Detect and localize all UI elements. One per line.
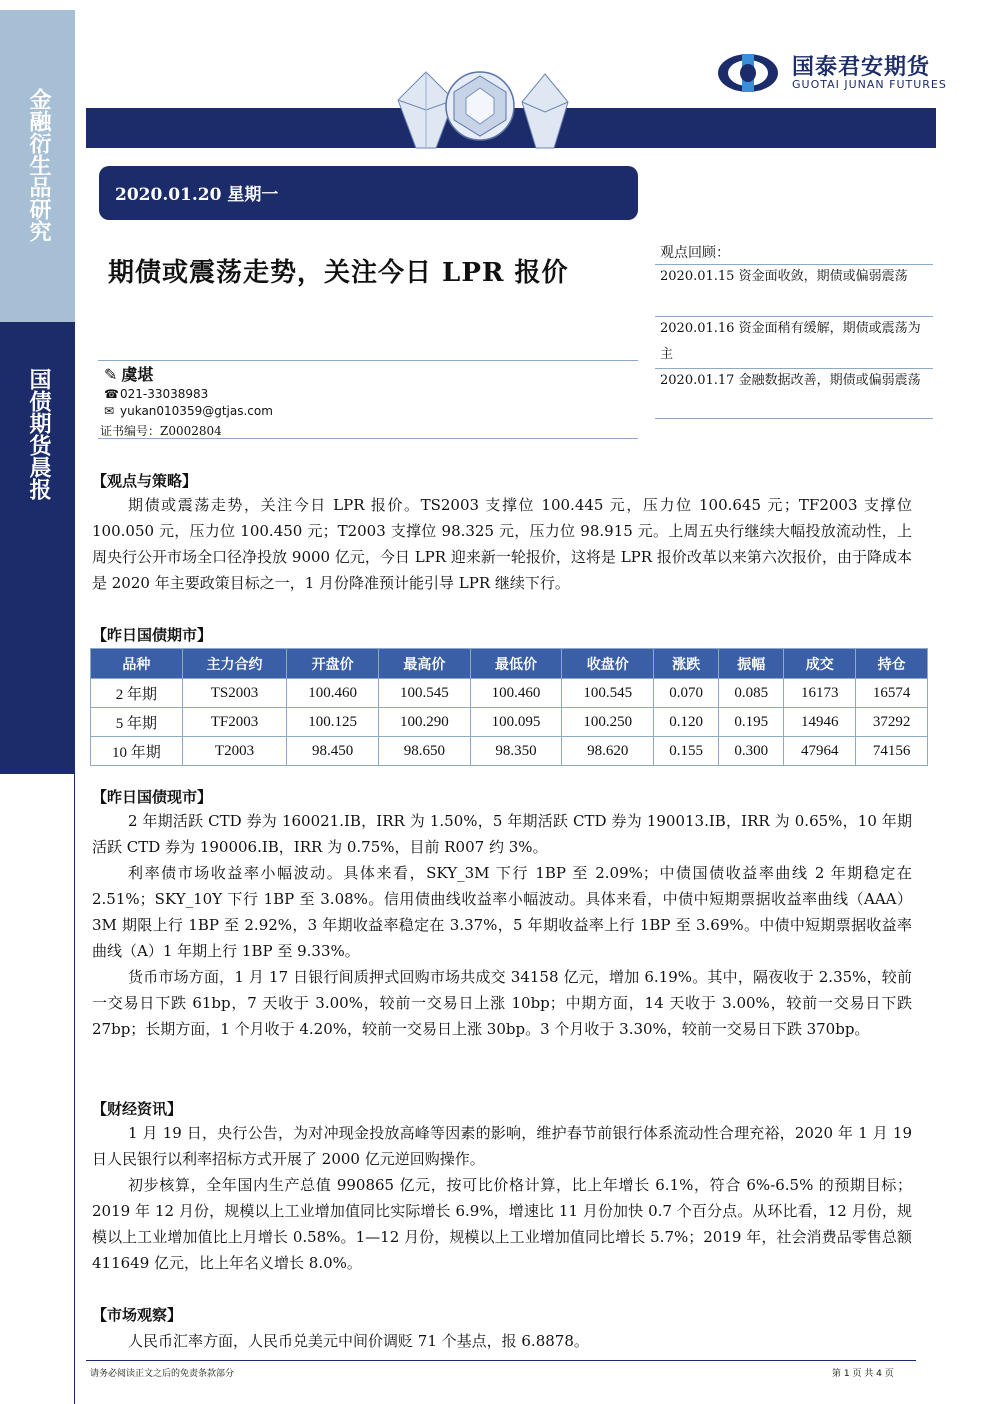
author-divider: [98, 360, 638, 361]
table-cell: 47964: [784, 737, 856, 766]
section-title-spot: 【昨日国债现市】: [92, 788, 213, 806]
review-item: 2020.01.15 资金面收敛，期债或偏弱震荡: [660, 269, 908, 284]
table-cell: 2 年期: [91, 679, 183, 708]
table-cell: 100.250: [562, 708, 654, 737]
author-name: 虞堪: [121, 365, 154, 384]
column-header: 品种: [91, 649, 183, 679]
author-phone: 021-33038983: [120, 387, 209, 401]
table-cell: 100.125: [287, 708, 379, 737]
author-cert: 证书编号：Z0002804: [100, 424, 222, 438]
table-cell: 100.095: [470, 708, 562, 737]
futures-table: [90, 648, 928, 766]
report-date: 2020.01.20 星期一: [115, 185, 279, 205]
section-title-market: 【市场观察】: [92, 1306, 183, 1324]
footer-page-number: 第 1 页 共 4 页: [832, 1369, 894, 1379]
table-cell: 5 年期: [91, 708, 183, 737]
report-title: 期债或震荡走势，关注今日 LPR 报价: [108, 258, 569, 288]
company-logo-icon: [716, 52, 780, 94]
market-paragraph: 人民币汇率方面，人民币兑美元中间价调贬 71 个基点，报 6.8878。: [128, 1332, 589, 1350]
column-header: 最低价: [470, 649, 562, 679]
table-cell: 0.195: [719, 708, 784, 737]
sidebar-bottom-panel: [0, 322, 75, 774]
column-header: 振幅: [719, 649, 784, 679]
table-cell: 0.155: [654, 737, 719, 766]
diamond-center-icon: [440, 70, 520, 142]
spot-paragraph: 2 年期活跃 CTD 券为 160021.IB，IRR 为 1.50%，5 年期活跃 CTD 券为 190013.IB，IRR 为 0.65%，10 年期活跃 CTD 券为 190006.IB，IRR 为 0.75%，目前 R007 约 3%。: [92, 812, 912, 856]
strategy-paragraph: 期债或震荡走势，关注今日 LPR 报价。TS2003 支撑位 100.445 元，压力位 100.645 元；TF2003 支撑位 100.050 元，压力位 100.450 元；T2003 支撑位 98.325 元，压力位 98.915 元。上周五央行继续大幅投放流动性，上周央行公开市场全口径净投放 9000 亿元，今日 LPR 迎来新一轮报价，这将是 LPR 报价改革以来第六次报价，由于降成本是 2020 年主要政策目标之一，1 月份降准预计能引导 LPR 继续下行。: [92, 496, 912, 592]
table-cell: 0.070: [654, 679, 719, 708]
column-header: 持仓: [856, 649, 928, 679]
sidebar-divider: [74, 774, 75, 1404]
column-header: 收盘价: [562, 649, 654, 679]
table-cell: 100.290: [379, 708, 471, 737]
table-cell: T2003: [182, 737, 287, 766]
section-title-news: 【财经资讯】: [92, 1100, 183, 1118]
table-cell: 98.350: [470, 737, 562, 766]
table-cell: 98.620: [562, 737, 654, 766]
table-cell: 37292: [856, 708, 928, 737]
column-header: 开盘价: [287, 649, 379, 679]
author-email-row: [104, 404, 273, 418]
table-cell: 10 年期: [91, 737, 183, 766]
diamond-right-icon: [520, 70, 570, 150]
news-paragraph: 1 月 19 日，央行公告，为对冲现金投放高峰等因素的影响，维护春节前银行体系流动性合理充裕，2020 年 1 月 19 日人民银行以利率招标方式开展了 2000 亿元逆回购操作。: [92, 1124, 912, 1168]
company-name-cn: 国泰君安期货: [792, 55, 931, 80]
table-cell: 16173: [784, 679, 856, 708]
table-cell: 100.460: [287, 679, 379, 708]
table-header-row: [91, 649, 928, 679]
column-header: 最高价: [379, 649, 471, 679]
table-cell: TF2003: [182, 708, 287, 737]
footer-divider: [86, 1360, 916, 1361]
review-divider: [655, 418, 933, 419]
column-header: 涨跌: [654, 649, 719, 679]
table-cell: 74156: [856, 737, 928, 766]
review-heading: 观点回顾：: [660, 245, 730, 261]
spot-paragraph: 利率债市场收益率小幅波动。具体来看，SKY_3M 下行 1BP 至 2.09%；中债国债收益率曲线 2 年期稳定在 2.51%；SKY_10Y 下行 1BP 至 3.08%。信用债曲线收益率小幅波动。具体来看，中债中短期票据收益率曲线（AAA）3M 期限上行 1BP 至 2.92%，3 年期收益率稳定在 3.37%，5 年期收益率上行 1BP 至 3.69%。中债中短期票据收益率曲线（A）1 年期上行 1BP 至 9.33%。: [92, 864, 912, 960]
table-cell: 100.545: [562, 679, 654, 708]
pen-icon: ✎: [104, 365, 118, 384]
table-cell: 100.545: [379, 679, 471, 708]
news-paragraph: 初步核算，全年国内生产总值 990865 亿元，按可比价格计算，比上年增长 6.1%，符合 6%-6.5% 的预期目标；2019 年 12 月份，规模以上工业增加值同比实际增长 6.9%，增速比 11 月份加快 0.7 个百分点。从环比看，12 月份，规模以上工业增加值比上月增长 0.58%。1—12 月份，规模以上工业增加值同比增长 5.7%；2019 年，社会消费品零售总额 411649 亿元，比上年名义增长 8.0%。: [92, 1176, 912, 1272]
table-row: [91, 737, 928, 766]
spot-paragraph: 货币市场方面，1 月 17 日银行间质押式回购市场共成交 34158 亿元，增加 6.19%。其中，隔夜收于 2.35%，较前一交易日下跌 61bp，7 天收于 3.00%，较前一交易日上涨 10bp；中期方面，14 天收于 3.00%，较前一交易日下跌 27bp；长期方面，1 个月收于 4.20%，较前一交易日上涨 30bp。3 个月收于 3.30%，较前一交易日下跌 370bp。: [92, 968, 912, 1038]
table-cell: TS2003: [182, 679, 287, 708]
author-name-row: [104, 362, 153, 385]
mail-icon: ✉: [104, 404, 115, 418]
sidebar-category-label: 金融衍生品研究: [26, 88, 51, 242]
sidebar-top-panel: [0, 10, 75, 322]
table-cell: 98.650: [379, 737, 471, 766]
table-cell: 100.460: [470, 679, 562, 708]
column-header: 主力合约: [182, 649, 287, 679]
author-divider: [98, 438, 638, 439]
sidebar-report-label: 国债期货晨报: [26, 368, 51, 500]
company-name-en: GUOTAI JUNAN FUTURES: [792, 78, 947, 91]
table-row: [91, 708, 928, 737]
date-tab: [99, 166, 638, 220]
phone-icon: ☎: [104, 387, 119, 401]
table-cell: 0.300: [719, 737, 784, 766]
review-item: 2020.01.17 金融数据改善，期债或偏弱震荡: [660, 373, 921, 388]
table-cell: 98.450: [287, 737, 379, 766]
column-header: 成交: [784, 649, 856, 679]
section-title-strategy: 【观点与策略】: [92, 472, 198, 490]
footer-disclaimer: 请务必阅读正文之后的免责条款部分: [90, 1369, 235, 1379]
author-email: yukan010359@gtjas.com: [120, 404, 273, 418]
author-phone-row: [104, 387, 208, 401]
table-cell: 16574: [856, 679, 928, 708]
table-row: [91, 679, 928, 708]
table-cell: 0.120: [654, 708, 719, 737]
review-item: 2020.01.16 资金面稍有缓解，期债或震荡为主: [660, 321, 921, 362]
table-cell: 14946: [784, 708, 856, 737]
section-title-futures: 【昨日国债期市】: [92, 626, 213, 644]
table-cell: 0.085: [719, 679, 784, 708]
